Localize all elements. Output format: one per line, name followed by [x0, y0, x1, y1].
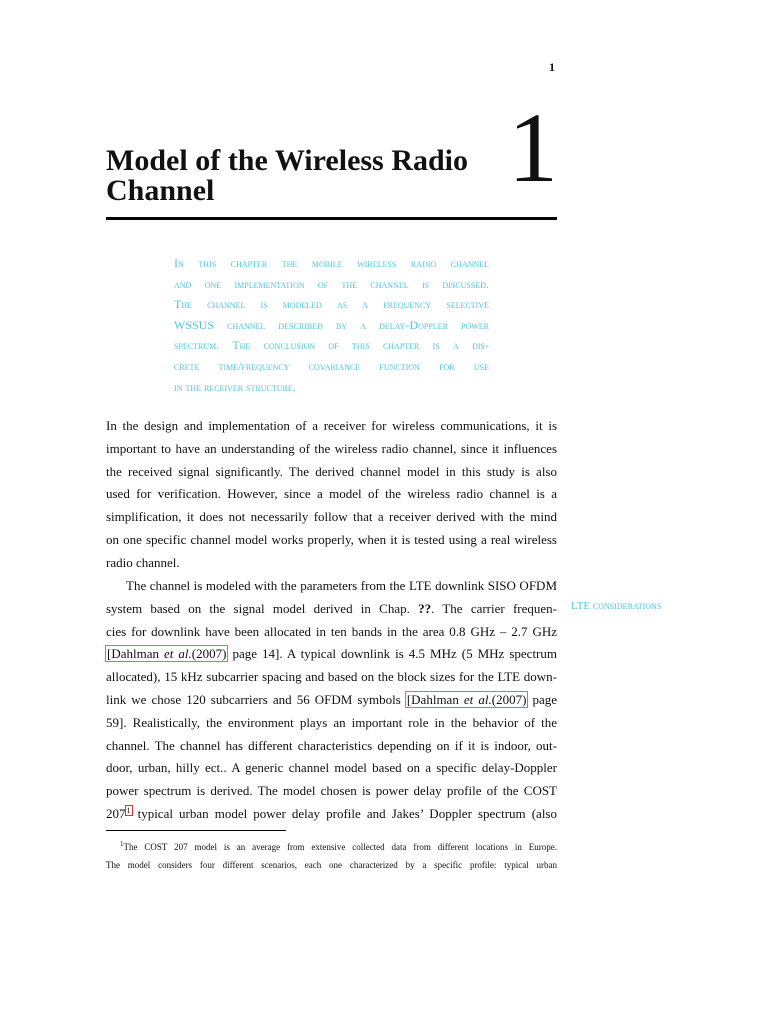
margin-note: LTE considerations	[571, 600, 662, 612]
chapter-number: 1	[508, 92, 558, 203]
footnote-mark: 1	[120, 840, 124, 848]
text-line: power spectrum is derived. The model chosen is power delay profile of the COST	[106, 783, 557, 799]
text-line: important to have an understanding of the wireless radio channel, since it influences	[106, 440, 557, 456]
page-number: 1	[549, 60, 555, 74]
chapter-abstract	[174, 253, 489, 397]
abstract-line: crete time/frequency covariance function for use	[174, 358, 489, 373]
footnote-line: The model considers four different scenarios, each one characterized by a specific profile: typical urban	[106, 860, 557, 870]
text-line: 59]. Realistically, the environment plays an important role in the behavior of the	[106, 714, 557, 730]
text-line: link we chose 120 subcarriers and 56 OFDM symbols [Dahlman et al.(2007) page	[106, 691, 558, 707]
text-line: 207$^1$ typical urban model power delay profile and Jakes’ Doppler spectrum (also	[106, 805, 557, 821]
text-line: used for verification. However, since a model of the wireless radio channel is a	[106, 486, 557, 502]
text-line: system based on the signal model derived in Chap. ??. The carrier frequen-	[106, 600, 557, 616]
footnote-reference-link[interactable]: 1	[126, 805, 131, 815]
text-line: channel. The channel has different characteristics depending on if it is indoor, out-	[106, 737, 557, 753]
footnote-rule	[106, 830, 286, 831]
footnote	[106, 835, 557, 874]
abstract-line: WSSUS channel described by a delay-Doppler power	[174, 317, 489, 332]
abstract-line: and one implementation of the channel is discussed.	[174, 276, 489, 291]
citation-link[interactable]: [Dahlman et al.(2007)	[406, 691, 527, 707]
text-line: radio channel.	[106, 554, 180, 570]
text-line: In the design and implementation of a receiver for wireless communications, it is	[106, 418, 557, 433]
abstract-line: In this chapter the mobile wireless radio channel	[174, 256, 489, 270]
text-line: cies for downlink have been allocated in ten bands in the area 0.8 GHz – 2.7 GHz	[106, 623, 557, 639]
text-line: door, urban, hilly ect.. A generic channel model based on a specific delay-Doppler	[106, 760, 557, 776]
body-paragraph-2	[106, 575, 557, 826]
chapter-reference-link[interactable]: ??	[418, 600, 432, 616]
footnote-line: $^1$The COST 207 model is an average from extensive collected data from different locations in Europe.	[120, 840, 557, 852]
abstract-line: in the receiver structure.	[174, 379, 296, 394]
text-line: on one specific channel model works properly, when it is tested using a real wireless	[106, 531, 557, 547]
text-line: The channel is modeled with the parameters from the LTE downlink SISO OFDM	[126, 578, 557, 593]
text-line: [Dahlman et al.(2007) page 14]. A typical downlink is 4.5 MHz (5 MHz spectrum	[107, 646, 557, 662]
abstract-line: The channel is modeled as a frequency selective	[174, 297, 489, 312]
body-paragraph-1	[106, 415, 557, 575]
text-line: allocated), 15 kHz subcarrier spacing and based on the block sizes for the LTE down-	[106, 669, 557, 685]
text-line: simplification, it does not necessarily follow that a receiver derived with the mind	[106, 509, 557, 525]
citation-link[interactable]: [Dahlman et al.(2007)	[107, 646, 227, 662]
title-rule	[106, 217, 557, 220]
text-line: the received signal significantly. The derived channel model in this study is also	[106, 463, 557, 479]
abstract-line: spectrum. The conclusion of this chapter is a dis-	[174, 338, 489, 353]
chapter-title: Model of the Wireless Radio Channel	[106, 144, 468, 207]
